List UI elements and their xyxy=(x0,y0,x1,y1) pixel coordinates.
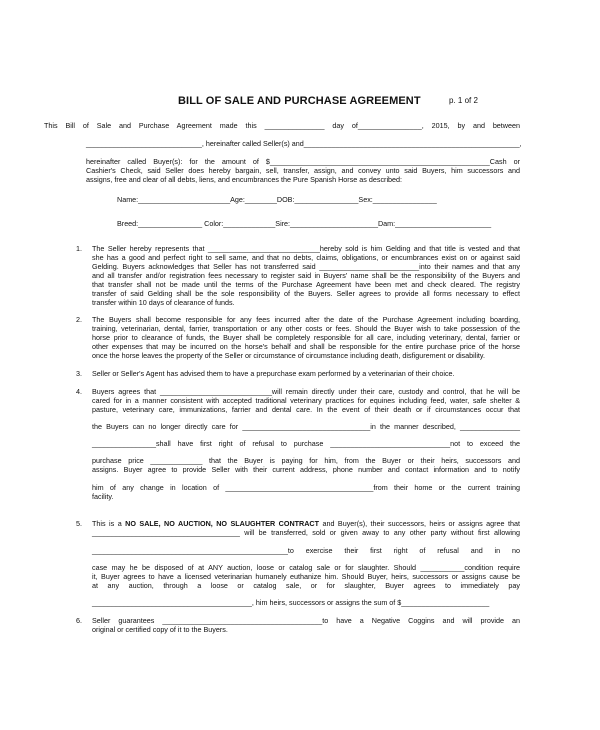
clause-line: pasture, veterinary care, immunizations, farrier and dental care. In the event of their death or if circumstances occur that xyxy=(92,405,520,414)
clause-line: original or certified copy of it to the Buyers. xyxy=(92,625,228,634)
clause-line: Gelding. Buyers acknowledges that Seller has not transferred said _________________________into their names and that any xyxy=(92,262,520,271)
clause-number: 5. xyxy=(76,519,82,528)
clause-line: Seller guarantees ________________________________________to have a Negative Coggins and will provide an xyxy=(92,616,520,625)
clause-line: she has a good and perfect right to sell same, and that no debts, claims, obligations, or encumbrances exist on or against said xyxy=(92,253,520,262)
clause-line: him of any change in location of _____________________________________from their home or the current training xyxy=(92,483,520,492)
horse-fields-row: Breed:________________ Color:_____________Sire:______________________Dam:________________________ xyxy=(117,219,492,228)
clause-line: once the horse leaves the property of the Seller or circumstance of circumstance including death, disfigurement or disability. xyxy=(92,351,485,360)
clause-line: the Buyers can no longer directly care for ________________________________in the manner described, _______________ xyxy=(92,422,520,431)
clause-line: training, veterinarian, dental, farrier, transportation or any other costs or fees. Should the Buyer wish to take possession of the xyxy=(92,324,520,333)
clause-line: _____________________________________ will be transferred, sold or given away to any other party without first allowing xyxy=(92,528,520,537)
intro-line: hereinafter called Buyer(s): for the amount of $_______________________________________________________Cash or xyxy=(86,157,520,166)
clause-line: ________________shall have first right of refusal to purchase ______________________________not to exceed the xyxy=(92,439,520,448)
clause-line: it, Buyer agrees to have a licensed veterinarian humanely euthanize him. Should Buyer, heirs, successors or assigns cause be xyxy=(92,572,520,581)
clause-line: assigns. Buyer agree to provide Seller with their current address, phone number and contact information and to notify xyxy=(92,465,520,474)
clause-line: case may he be disposed of at ANY auction, loose or catalog sale or for slaughter. Should ___________condition require xyxy=(92,563,520,572)
horse-fields-row: Name:_______________________Age:________DOB:________________Sex:________________ xyxy=(117,195,437,204)
clause-line: horse prior to clearance of funds, the Buyer shall be completely responsible for all care, including veterinary, dental, farrier or xyxy=(92,333,520,342)
clause-line: transfer of said Gelding shall be the sole responsibility of the Buyers. Seller agrees to provide all forms necessary to effect xyxy=(92,289,520,298)
intro-line: This Bill of Sale and Purchase Agreement made this _______________ day of________________, 2015, by and between xyxy=(44,121,520,130)
intro-line: assigns, free and clear of all debts, liens, and encumbrances the Pure Spanish Horse as described: xyxy=(86,175,403,184)
clause-line: purchase price _____________ that the Buyer is paying for him, from the Buyer or their heirs, successors and xyxy=(92,456,520,465)
clause-text: and Buyer(s), their successors, heirs or assigns agree that xyxy=(319,519,520,528)
clause-line: cared for in a manner consistent with accepted traditional veterinary practices for equines including feed, water, safe shelter & xyxy=(92,396,520,405)
title-row xyxy=(0,95,600,109)
clause-line: other expenses that may be incurred on the horse's behalf and shall be responsible for the entire purchase price of the horse xyxy=(92,342,520,351)
document-title: BILL OF SALE AND PURCHASE AGREEMENT xyxy=(178,95,421,107)
intro-line: _____________________________, hereinafter called Seller(s) and______________________________________________________, xyxy=(86,139,522,148)
clause-line: at any auction, through a loose or catalog sale, or for slaughter, Buyer agrees to immediately pay xyxy=(92,581,520,590)
page-number: p. 1 of 2 xyxy=(449,96,478,105)
clause-line: transfer within 10 days of clearance of funds. xyxy=(92,298,235,307)
clause-line: _________________________________________________to exercise their first right of refusal and in no xyxy=(92,546,520,555)
clause-line: The Seller hereby represents that ____________________________hereby sold is him Gelding and that title is vested and that xyxy=(92,244,520,253)
clause-line: facility. xyxy=(92,492,114,501)
clause-text: This is a xyxy=(92,519,126,528)
intro-line: Cashier's Check, said Seller does hereby bargain, sell, transfer, assign, and convey unto said Buyers, him successors and xyxy=(86,166,520,175)
clause-line: ________________________________________, him heirs, successors or assigns the sum of $______________________ xyxy=(92,598,490,607)
clause-number: 2. xyxy=(76,315,82,324)
clause-number: 6. xyxy=(76,616,82,625)
clause-line: Seller or Seller's Agent has advised them to have a prepurchase exam performed by a veterinarian of their choice. xyxy=(92,369,455,378)
clause-line: The Buyers shall become responsible for any fees incurred after the date of the Purchase Agreement including boarding, xyxy=(92,315,520,324)
clause-number: 1. xyxy=(76,244,82,253)
clause-line: that transfer shall not be made until the terms of the Purchase Agreement have been met and check cleared. The registry xyxy=(92,280,520,289)
clause-line: and all transfer and/or registration fees necessary to register said in Buyers' name shall be the responsibility of the Buyers and xyxy=(92,271,520,280)
clause-number: 3. xyxy=(76,369,82,378)
clause-number: 4. xyxy=(76,387,82,396)
no-sale-emphasis: NO SALE, NO AUCTION, NO SLAUGHTER CONTRACT xyxy=(125,519,319,528)
clause-line: Buyers agrees that ____________________________will remain directly under their care, custody and control, that he will be xyxy=(92,387,520,396)
